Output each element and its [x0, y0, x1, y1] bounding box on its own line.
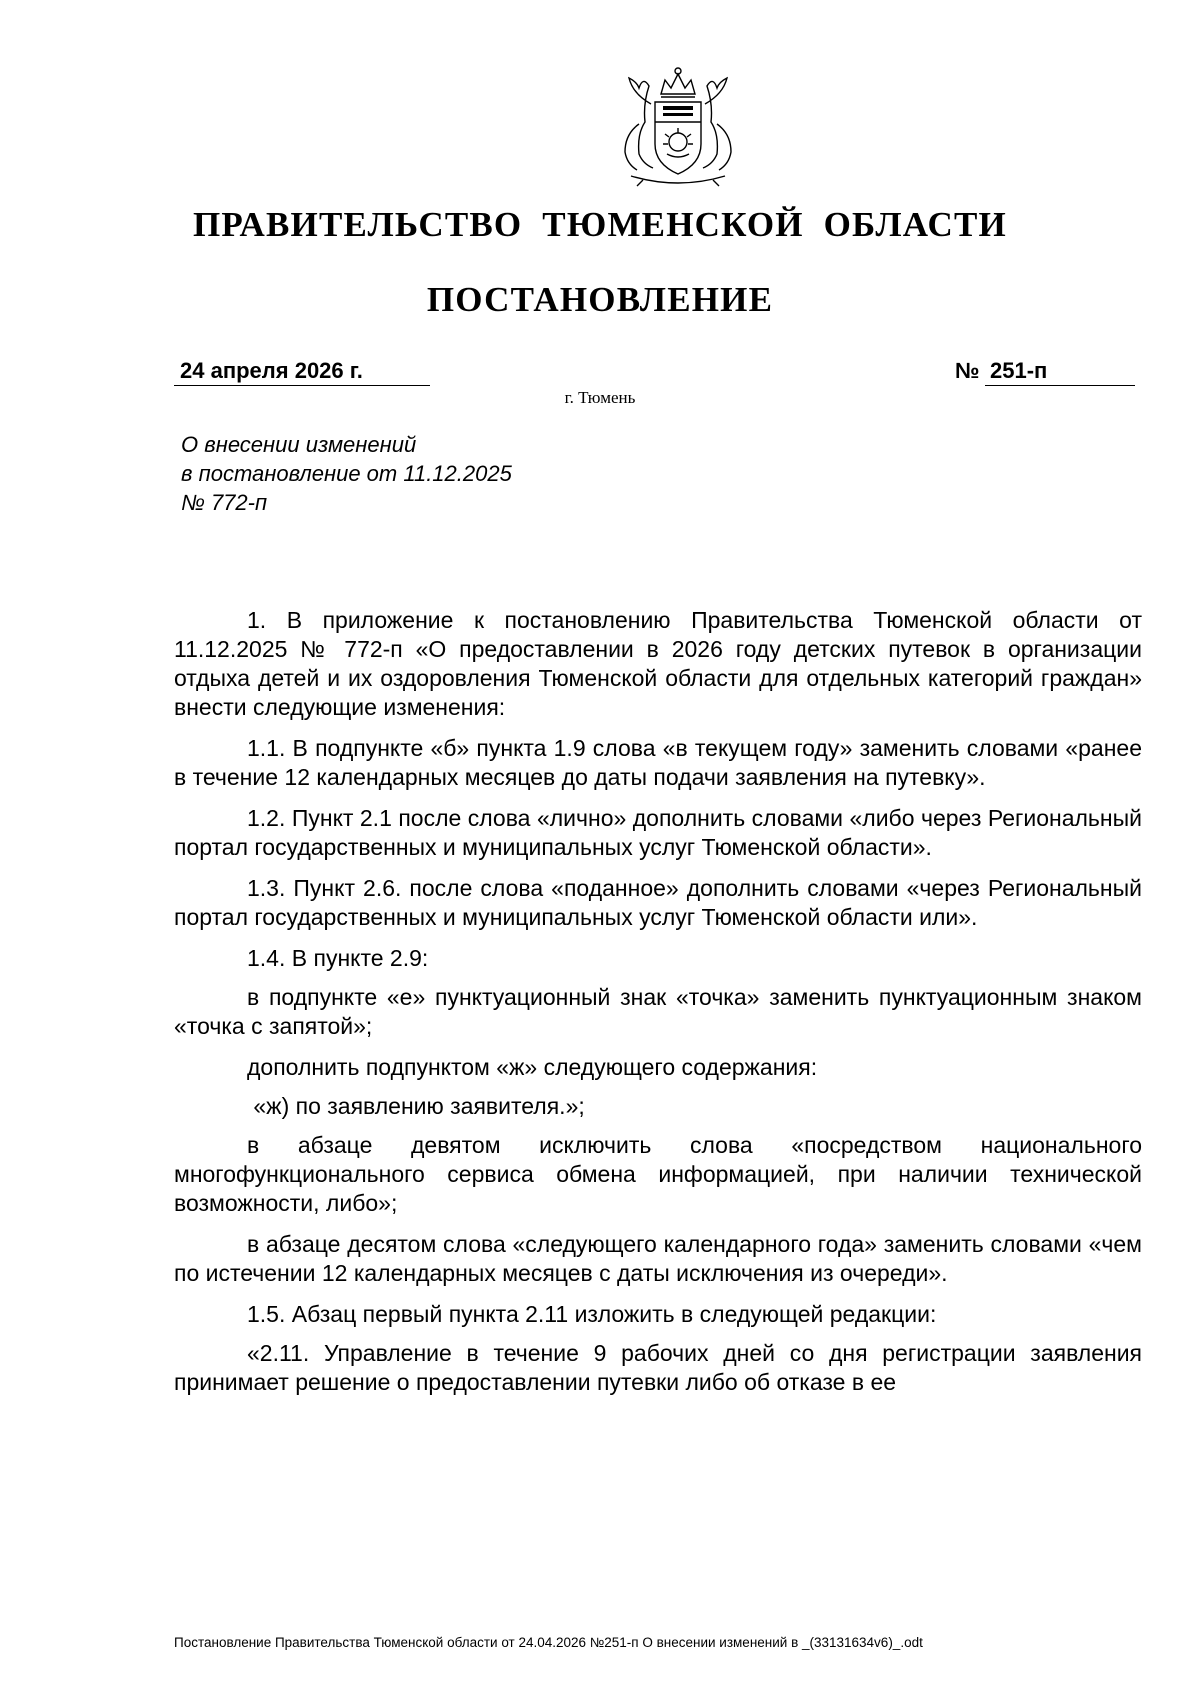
subject-line: в постановление от 11.12.2025 [181, 461, 512, 486]
government-title: ПРАВИТЕЛЬСТВО ТЮМЕНСКОЙ ОБЛАСТИ [193, 205, 1007, 244]
body-paragraph: 1.1. В подпункте «б» пункта 1.9 слова «в текущем году» заменить словами «ранее в течение 12 календарных месяцев до даты подачи заявления на путевку». [174, 735, 1142, 790]
document-type: ПОСТАНОВЛЕНИЕ [426, 280, 774, 319]
document-footer: Постановление Правительства Тюменской области от 24.04.2026 №251-п О внесении изменений в _(33131634v6)_.odt [174, 1635, 923, 1650]
body-paragraph: «ж) по заявлению заявителя.»; [247, 1093, 585, 1119]
body-paragraph: «2.11. Управление в течение 9 рабочих дней со дня регистрации заявления принимает решение о предоставлении путевки либо об отказе в ее [174, 1340, 1142, 1395]
document-date: 24 апреля 2026 г. [174, 356, 430, 386]
body-paragraph: 1.3. Пункт 2.6. после слова «поданное» дополнить словами «через Региональный портал государственных и муниципальных услуг Тюменской области или». [174, 875, 1142, 930]
coat-of-arms-emblem-icon [603, 64, 753, 192]
body-paragraph: в абзаце девятом исключить слова «посредством национального многофункционального сервиса обмена информацией, при наличии технической возможности, либо»; [174, 1132, 1142, 1216]
body-paragraph: 1.5. Абзац первый пункта 2.11 изложить в следующей редакции: [247, 1301, 937, 1327]
document-city: г. Тюмень [564, 388, 636, 407]
document-number: 251-п [985, 356, 1135, 386]
body-paragraph: 1.2. Пункт 2.1 после слова «лично» дополнить словами «либо через Региональный портал государственных и муниципальных услуг Тюменской области». [174, 805, 1142, 860]
body-paragraph: в абзаце десятом слова «следующего календарного года» заменить словами «чем по истечении 12 календарных месяцев с даты исключения из очереди». [174, 1231, 1142, 1286]
body-paragraph: 1.4. В пункте 2.9: [247, 945, 429, 971]
document-subject [181, 430, 681, 517]
body-paragraph: дополнить подпунктом «ж» следующего содержания: [247, 1054, 818, 1080]
body-paragraph: 1. В приложение к постановлению Правительства Тюменской области от 11.12.2025 № 772-п «О предоставлении в 2026 году детских путевок в организации отдыха детей и их оздоровления Тюменской области для отдельных категорий граждан» внести следующие изменения: [174, 607, 1142, 720]
document-body [174, 606, 1142, 1409]
body-paragraph: в подпункте «е» пунктуационный знак «точка» заменить пунктуационным знаком «точка с запятой»; [174, 984, 1142, 1039]
subject-line: О внесении изменений [181, 432, 417, 457]
subject-line: № 772-п [181, 490, 268, 515]
number-label: № [955, 358, 980, 383]
